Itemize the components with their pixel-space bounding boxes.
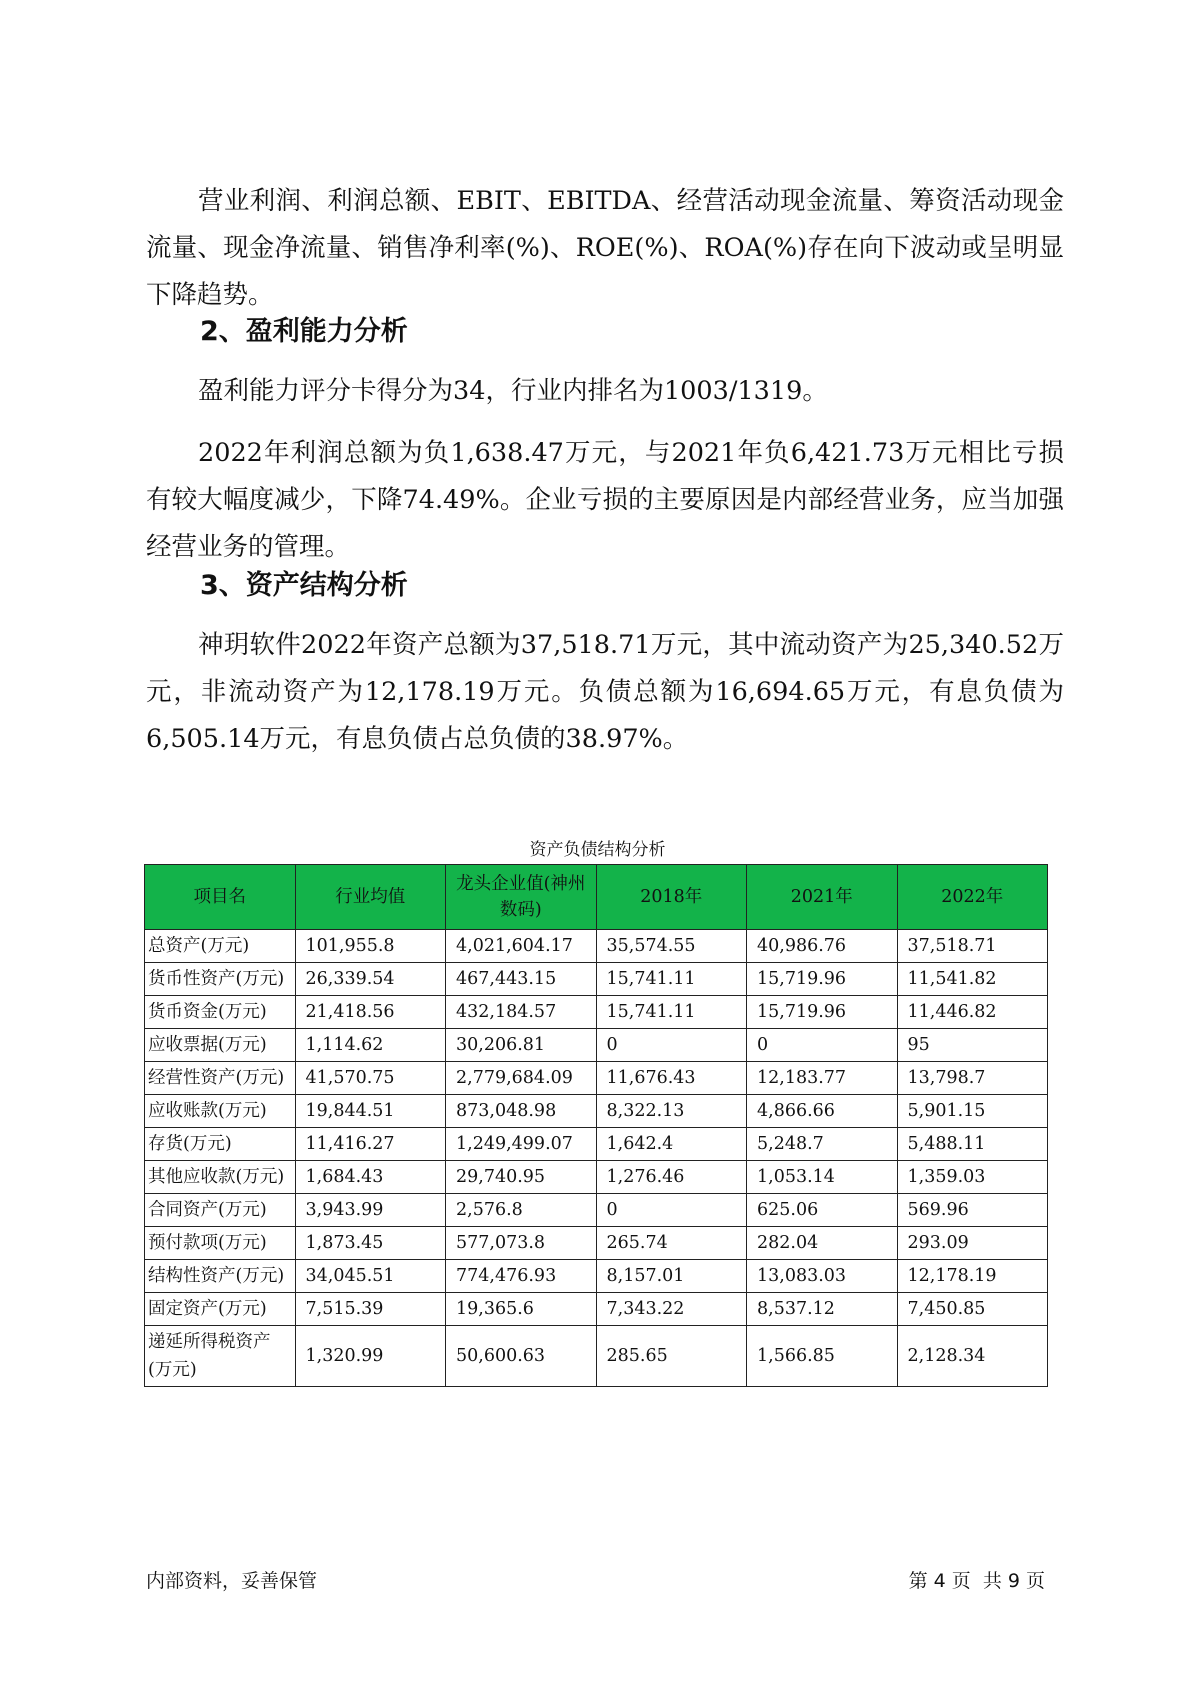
value-cell: 577,073.8 bbox=[446, 1227, 597, 1260]
col-header-industry-avg: 行业均值 bbox=[295, 865, 446, 930]
row-label-cell: 其他应收款(万元) bbox=[145, 1161, 296, 1194]
value-cell: 8,157.01 bbox=[596, 1260, 747, 1293]
value-cell: 50,600.63 bbox=[446, 1326, 597, 1387]
value-cell: 13,083.03 bbox=[747, 1260, 898, 1293]
table-row bbox=[145, 1194, 1048, 1227]
table-row bbox=[145, 930, 1048, 963]
table-row bbox=[145, 963, 1048, 996]
value-cell: 774,476.93 bbox=[446, 1260, 597, 1293]
table-row bbox=[145, 996, 1048, 1029]
table-row bbox=[145, 1326, 1048, 1387]
row-label-cell: 货币资金(万元) bbox=[145, 996, 296, 1029]
value-cell: 625.06 bbox=[747, 1194, 898, 1227]
value-cell: 8,537.12 bbox=[747, 1293, 898, 1326]
value-cell: 37,518.71 bbox=[897, 930, 1048, 963]
col-header-item: 项目名 bbox=[145, 865, 296, 930]
section-2-heading: 2、盈利能力分析 bbox=[200, 316, 408, 347]
row-label-cell: 预付款项(万元) bbox=[145, 1227, 296, 1260]
value-cell: 4,021,604.17 bbox=[446, 930, 597, 963]
row-label-cell: 递延所得税资产(万元) bbox=[145, 1326, 296, 1387]
row-label-cell: 合同资产(万元) bbox=[145, 1194, 296, 1227]
col-header-2018: 2018年 bbox=[596, 865, 747, 930]
row-label-cell: 应收票据(万元) bbox=[145, 1029, 296, 1062]
section-3-heading: 3、资产结构分析 bbox=[200, 570, 408, 601]
value-cell: 7,450.85 bbox=[897, 1293, 1048, 1326]
row-label-cell: 货币性资产(万元) bbox=[145, 963, 296, 996]
value-cell: 1,359.03 bbox=[897, 1161, 1048, 1194]
table-row bbox=[145, 1128, 1048, 1161]
value-cell: 1,053.14 bbox=[747, 1161, 898, 1194]
value-cell: 1,642.4 bbox=[596, 1128, 747, 1161]
value-cell: 21,418.56 bbox=[295, 996, 446, 1029]
value-cell: 2,576.8 bbox=[446, 1194, 597, 1227]
value-cell: 5,901.15 bbox=[897, 1095, 1048, 1128]
value-cell: 0 bbox=[596, 1194, 747, 1227]
value-cell: 12,178.19 bbox=[897, 1260, 1048, 1293]
value-cell: 2,128.34 bbox=[897, 1326, 1048, 1387]
value-cell: 95 bbox=[897, 1029, 1048, 1062]
value-cell: 1,684.43 bbox=[295, 1161, 446, 1194]
table-row bbox=[145, 1029, 1048, 1062]
value-cell: 873,048.98 bbox=[446, 1095, 597, 1128]
value-cell: 3,943.99 bbox=[295, 1194, 446, 1227]
value-cell: 432,184.57 bbox=[446, 996, 597, 1029]
value-cell: 1,873.45 bbox=[295, 1227, 446, 1260]
value-cell: 1,114.62 bbox=[295, 1029, 446, 1062]
value-cell: 467,443.15 bbox=[446, 963, 597, 996]
profit-total-paragraph: 2022年利润总额为负1,638.47万元，与2021年负6,421.73万元相比亏损有较大幅度减少，下降74.49%。企业亏损的主要原因是内部经营业务，应当加强经营业务的管理。 bbox=[146, 438, 1064, 562]
col-header-leader: 龙头企业值(神州数码) bbox=[446, 865, 597, 930]
value-cell: 26,339.54 bbox=[295, 963, 446, 996]
footer-page-number: 第 4 页 共 9 页 bbox=[908, 1570, 1045, 1592]
value-cell: 11,676.43 bbox=[596, 1062, 747, 1095]
table-row bbox=[145, 1062, 1048, 1095]
row-label-cell: 总资产(万元) bbox=[145, 930, 296, 963]
value-cell: 4,866.66 bbox=[747, 1095, 898, 1128]
value-cell: 0 bbox=[747, 1029, 898, 1062]
value-cell: 7,515.39 bbox=[295, 1293, 446, 1326]
value-cell: 7,343.22 bbox=[596, 1293, 747, 1326]
asset-structure-paragraph: 神玥软件2022年资产总额为37,518.71万元，其中流动资产为25,340.52万元，非流动资产为12,178.19万元。负债总额为16,694.65万元，有息负债为6,505.14万元，有息负债占总负债的38.97%。 bbox=[146, 630, 1064, 754]
table-row bbox=[145, 1260, 1048, 1293]
value-cell: 569.96 bbox=[897, 1194, 1048, 1227]
value-cell: 29,740.95 bbox=[446, 1161, 597, 1194]
value-cell: 12,183.77 bbox=[747, 1062, 898, 1095]
value-cell: 265.74 bbox=[596, 1227, 747, 1260]
value-cell: 285.65 bbox=[596, 1326, 747, 1387]
row-label-cell: 存货(万元) bbox=[145, 1128, 296, 1161]
table-row bbox=[145, 1161, 1048, 1194]
value-cell: 19,365.6 bbox=[446, 1293, 597, 1326]
col-header-2021: 2021年 bbox=[747, 865, 898, 930]
value-cell: 293.09 bbox=[897, 1227, 1048, 1260]
value-cell: 35,574.55 bbox=[596, 930, 747, 963]
row-label-cell: 经营性资产(万元) bbox=[145, 1062, 296, 1095]
footer-confidential-note: 内部资料，妥善保管 bbox=[146, 1570, 318, 1592]
value-cell: 101,955.8 bbox=[295, 930, 446, 963]
value-cell: 15,741.11 bbox=[596, 963, 747, 996]
value-cell: 13,798.7 bbox=[897, 1062, 1048, 1095]
value-cell: 15,741.11 bbox=[596, 996, 747, 1029]
value-cell: 0 bbox=[596, 1029, 747, 1062]
table-header-row bbox=[145, 865, 1048, 930]
value-cell: 11,541.82 bbox=[897, 963, 1048, 996]
table-row bbox=[145, 1227, 1048, 1260]
value-cell: 8,322.13 bbox=[596, 1095, 747, 1128]
row-label-cell: 结构性资产(万元) bbox=[145, 1260, 296, 1293]
value-cell: 1,320.99 bbox=[295, 1326, 446, 1387]
value-cell: 30,206.81 bbox=[446, 1029, 597, 1062]
table-caption: 资产负债结构分析 bbox=[529, 840, 666, 860]
balance-sheet-table bbox=[144, 864, 1048, 1387]
intro-paragraph: 营业利润、利润总额、EBIT、EBITDA、经营活动现金流量、筹资活动现金流量、现金净流量、销售净利率(%)、ROE(%)、ROA(%)存在向下波动或呈明显下降趋势。 bbox=[146, 186, 1064, 310]
value-cell: 11,416.27 bbox=[295, 1128, 446, 1161]
row-label-cell: 固定资产(万元) bbox=[145, 1293, 296, 1326]
value-cell: 2,779,684.09 bbox=[446, 1062, 597, 1095]
value-cell: 41,570.75 bbox=[295, 1062, 446, 1095]
value-cell: 15,719.96 bbox=[747, 996, 898, 1029]
value-cell: 1,566.85 bbox=[747, 1326, 898, 1387]
table-row bbox=[145, 1293, 1048, 1326]
table-row bbox=[145, 1095, 1048, 1128]
col-header-2022: 2022年 bbox=[897, 865, 1048, 930]
row-label-cell: 应收账款(万元) bbox=[145, 1095, 296, 1128]
value-cell: 1,249,499.07 bbox=[446, 1128, 597, 1161]
value-cell: 1,276.46 bbox=[596, 1161, 747, 1194]
value-cell: 40,986.76 bbox=[747, 930, 898, 963]
value-cell: 282.04 bbox=[747, 1227, 898, 1260]
value-cell: 15,719.96 bbox=[747, 963, 898, 996]
value-cell: 5,248.7 bbox=[747, 1128, 898, 1161]
value-cell: 11,446.82 bbox=[897, 996, 1048, 1029]
value-cell: 19,844.51 bbox=[295, 1095, 446, 1128]
profitability-score-paragraph: 盈利能力评分卡得分为34，行业内排名为1003/1319。 bbox=[198, 376, 828, 406]
value-cell: 5,488.11 bbox=[897, 1128, 1048, 1161]
value-cell: 34,045.51 bbox=[295, 1260, 446, 1293]
